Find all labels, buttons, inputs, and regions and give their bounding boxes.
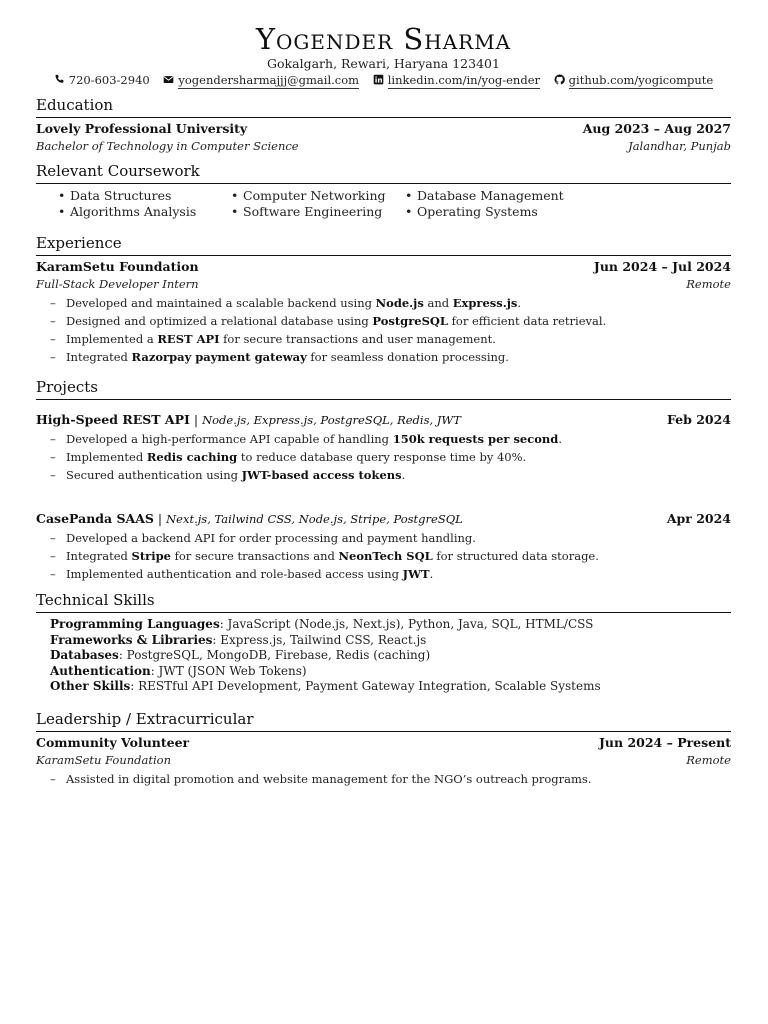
- bullet-text: for structured data storage.: [432, 549, 599, 563]
- bullet-text: Implemented: [66, 450, 147, 464]
- skill-line: [50, 617, 731, 633]
- project-bullets: [36, 430, 731, 484]
- bullet-item: [36, 430, 731, 448]
- bullet-emphasis: Express.js: [452, 296, 518, 310]
- linkedin-link[interactable]: [373, 73, 540, 87]
- bullet-text: for seamless donation processing.: [306, 350, 509, 364]
- bullet-text: and: [423, 296, 453, 310]
- envelope-icon: [163, 74, 174, 85]
- skill-value: : RESTful API Development, Payment Gateway Integration, Scalable Systems: [130, 679, 601, 693]
- skills-section: [36, 591, 731, 695]
- bullet-item: [36, 529, 731, 547]
- bullet-item: [36, 330, 731, 348]
- bullet-emphasis: Node.js: [375, 296, 424, 310]
- bullet-emphasis: JWT-based access tokens: [241, 468, 402, 482]
- course-list: [36, 188, 731, 224]
- list-item: • Software Engineering: [231, 204, 382, 219]
- skill-line: [50, 679, 731, 695]
- bullet-emphasis: Stripe: [131, 549, 171, 563]
- organization-name: KaramSetu Foundation: [36, 259, 199, 274]
- coursework-section: [36, 162, 731, 224]
- bullet-text: Developed a high-performance API capable of handling: [66, 432, 393, 446]
- phone-icon: [54, 74, 65, 85]
- section-title: Relevant Coursework: [36, 162, 731, 184]
- contact-bar: [36, 73, 731, 87]
- bullet-text: .: [517, 296, 522, 310]
- bullet-text: .: [429, 567, 434, 581]
- project-stack: Next.js, Tailwind CSS, Node.js, Stripe, PostgreSQL: [166, 512, 463, 526]
- github-icon: [554, 74, 565, 85]
- candidate-name: Yogender Sharma: [255, 22, 512, 56]
- skills-list: [36, 617, 731, 695]
- bullet-text: Integrated: [66, 350, 132, 364]
- project-date: Apr 2024: [666, 511, 731, 526]
- skill-value: : JavaScript (Node.js, Next.js), Python, Java, SQL, HTML/CSS: [219, 617, 594, 631]
- skill-label: Programming Languages: [50, 617, 220, 631]
- bullet-item: [36, 466, 731, 484]
- skill-label: Frameworks & Libraries: [50, 632, 213, 647]
- section-title: Leadership / Extracurricular: [36, 710, 731, 732]
- list-item: • Operating Systems: [405, 204, 538, 219]
- bullet-text: to reduce database query response time by 40%.: [237, 450, 527, 464]
- bullet-text: Designed and optimized a relational database using: [66, 314, 373, 328]
- bullet-item: [36, 770, 731, 788]
- skill-label: Authentication: [50, 663, 151, 678]
- bullet-text: .: [558, 432, 562, 446]
- section-title: Technical Skills: [36, 591, 731, 613]
- bullet-item: [36, 565, 731, 583]
- project-bullets: [36, 529, 731, 583]
- project-stack: Node.js, Express.js, PostgreSQL, Redis, JWT: [202, 413, 461, 427]
- skill-line: [50, 664, 731, 680]
- project-header: [36, 412, 731, 430]
- section-title: Experience: [36, 234, 731, 256]
- job-role: Full-Stack Developer Intern: [36, 277, 199, 291]
- bullet-text: Implemented authentication and role-based access using: [66, 567, 403, 581]
- bullet-emphasis: REST API: [157, 332, 220, 346]
- degree: Bachelor of Technology in Computer Science: [36, 139, 299, 153]
- bullet-item: [36, 547, 731, 565]
- bullet-emphasis: 150k requests per second: [392, 432, 559, 446]
- leadership-role: Community Volunteer: [36, 735, 190, 750]
- leadership-org: KaramSetu Foundation: [36, 753, 172, 767]
- leadership-dates: Jun 2024 – Present: [599, 735, 731, 750]
- bullet-text: Developed and maintained a scalable backend using: [66, 296, 376, 310]
- bullet-emphasis: NeonTech SQL: [338, 549, 433, 563]
- bullet-text: Developed a backend API for order processing and payment handling.: [66, 531, 476, 545]
- experience-dates: Jun 2024 – Jul 2024: [593, 259, 731, 274]
- github-link[interactable]: [554, 73, 714, 87]
- skill-value: : Express.js, Tailwind CSS, React.js: [212, 632, 427, 647]
- bullet-text: Implemented a: [66, 332, 158, 346]
- project-separator: |: [153, 511, 167, 526]
- bullet-text: .: [401, 468, 406, 482]
- phone-contact[interactable]: [54, 73, 150, 87]
- education-section: [36, 96, 731, 156]
- bullet-item: [36, 294, 731, 312]
- bullet-text: for efficient data retrieval.: [448, 314, 607, 328]
- experience-location: Remote: [686, 277, 731, 291]
- skill-label: Databases: [50, 648, 119, 662]
- project-name: High-Speed REST API: [36, 412, 190, 427]
- list-item: • Computer Networking: [231, 188, 386, 203]
- project-name: CasePanda SAAS: [36, 511, 154, 526]
- bullet-text: for secure transactions and user management.: [219, 332, 496, 346]
- bullet-text: Secured authentication using: [66, 468, 242, 482]
- project-date: Feb 2024: [666, 412, 731, 427]
- linkedin-icon: [373, 74, 384, 85]
- leadership-location: Remote: [686, 753, 731, 767]
- bullet-item: [36, 448, 731, 466]
- school-name: Lovely Professional University: [36, 121, 248, 136]
- list-item: • Algorithms Analysis: [58, 204, 196, 219]
- bullet-emphasis: Redis caching: [146, 450, 238, 464]
- project-header: [36, 511, 731, 529]
- leadership-section: [36, 710, 731, 788]
- experience-section: [36, 234, 731, 366]
- bullet-emphasis: JWT: [402, 567, 430, 581]
- skill-line: [50, 648, 731, 664]
- skill-value: : PostgreSQL, MongoDB, Firebase, Redis (caching): [118, 648, 431, 662]
- linkedin-text: linkedin.com/in/yog-ender: [387, 73, 541, 87]
- list-item: • Database Management: [405, 188, 564, 203]
- bullet-item: [36, 348, 731, 366]
- leadership-bullets: [36, 770, 731, 788]
- bullet-text: for secure transactions and: [170, 549, 339, 563]
- list-item: • Data Structures: [58, 188, 171, 203]
- bullet-emphasis: PostgreSQL: [372, 314, 449, 328]
- projects-section: [36, 378, 731, 583]
- experience-bullets: [36, 294, 731, 366]
- github-text: github.com/yogicompute: [568, 73, 714, 87]
- bullet-text: Assisted in digital promotion and website management for the NGO’s outreach programs.: [66, 772, 592, 786]
- skill-value: : JWT (JSON Web Tokens): [150, 663, 307, 678]
- bullet-text: Integrated: [66, 549, 132, 563]
- project-separator: |: [189, 412, 203, 427]
- bullet-item: [36, 312, 731, 330]
- education-location: Jalandhar, Punjab: [628, 139, 731, 153]
- email-link[interactable]: [163, 73, 359, 87]
- section-title: Education: [36, 96, 731, 118]
- email-text: yogendersharmajjj@gmail.com: [178, 73, 360, 87]
- education-dates: Aug 2023 – Aug 2027: [582, 121, 731, 136]
- address: Gokalgarh, Rewari, Haryana 123401: [267, 56, 500, 71]
- skill-line: [50, 633, 731, 649]
- skill-label: Other Skills: [50, 679, 131, 693]
- phone-text: 720-603-2940: [68, 73, 150, 87]
- bullet-emphasis: Razorpay payment gateway: [131, 350, 307, 364]
- section-title: Projects: [36, 378, 731, 400]
